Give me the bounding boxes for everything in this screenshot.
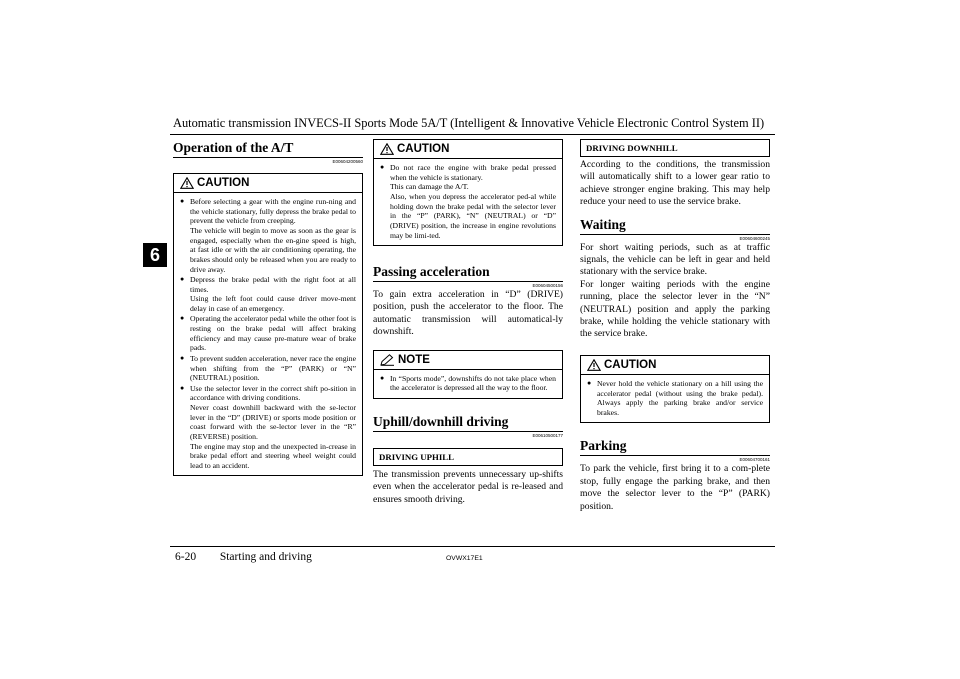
- bullet-item: [180, 314, 356, 353]
- passing-section: [373, 263, 563, 339]
- note-pencil-icon: [380, 354, 395, 366]
- bullet-text: In “Sports mode”, downshifts do not take place when the accelerator is depressed all the way to the floor.: [390, 373, 556, 393]
- warning-triangle-icon: [587, 359, 601, 371]
- caution-body: [581, 375, 769, 422]
- section-name: Starting and driving: [219, 551, 312, 563]
- bullet-icon: ●: [180, 353, 185, 362]
- bullet-item: [180, 354, 356, 383]
- bullet-icon: ●: [380, 163, 385, 171]
- page-number: 6-20: [175, 551, 197, 563]
- section-title-uphill: Uphill/downhill driving: [373, 413, 509, 429]
- bullet-item: [380, 163, 556, 240]
- footer-rule: [170, 546, 775, 547]
- warning-triangle-icon: [180, 177, 194, 189]
- downhill-text: According to the conditions, the transmission will automatically shift to a lower gear ratio to achieve stronger engine braking. This may help reduce your need to use the service brake.: [580, 159, 770, 208]
- caution-box: [580, 355, 770, 423]
- bullet-item: [180, 384, 356, 471]
- caution-body: [374, 159, 562, 245]
- section-code: E00604600245: [739, 235, 770, 241]
- bullet-text: Operating the accelerator pedal while the other foot is resting on the brake pedal will affect braking efficiency and may cause pre-mature wear of brake pads.: [190, 314, 356, 353]
- bullet-icon: ●: [380, 373, 385, 382]
- caution-label: CAUTION: [197, 177, 250, 189]
- bullet-text: Before selecting a gear with the engine run-ning and the vehicle stationary, fully depress the brake pedal to prevent the vehicle from creeping. The vehicle will begin to move as soon as the gear is engaged, especially when the en-gine speed is high, at fast idle or with the air conditioning operating, the brakes should only be released when you are ready to drive away.: [190, 197, 356, 274]
- bullet-item: [587, 379, 763, 418]
- bullet-item: [180, 275, 356, 314]
- bullet-icon: ●: [180, 314, 185, 323]
- middle-column: [373, 139, 563, 506]
- section-code: E00604500156: [532, 283, 563, 289]
- waiting-text: For short waiting periods, such as at traffic signals, the vehicle can be left in gear and held stationary with the service brake. For longer waiting periods with the engine running, place the selector lever in the “N” (NEUTRAL) position and apply the parking brake, while holding the vehicle stationary with the service brake.: [580, 241, 770, 340]
- passing-text: To gain extra acceleration in “D” (DRIVE) position, push the accelerator to the floor. The automatic transmission will automatical-ly downshift.: [373, 289, 563, 338]
- section-code: E00604700161: [739, 457, 770, 463]
- bullet-icon: ●: [587, 378, 592, 387]
- bullet-text: Do not race the engine with brake pedal pressed when the vehicle is stationary. This can damage the A/T. Also, when you depress the accelerator ped-al while holding down the brake pedal with the selector lever in the “P” (PARK), “N” (NEUTRAL) or “D” (DRIVE) position, the increase in engine revolutions may be limi-ted.: [390, 163, 556, 240]
- section-title-parking: Parking: [580, 438, 627, 454]
- note-header: [374, 351, 562, 370]
- section-rule: [373, 281, 563, 282]
- section-rule: [580, 455, 770, 456]
- section-rule: [373, 431, 563, 432]
- section-title-passing: Passing acceleration: [373, 264, 490, 280]
- caution-header: [581, 356, 769, 375]
- caution-box: [373, 139, 563, 246]
- section-code: E00610500177: [532, 432, 563, 438]
- header-title: Automatic transmission INVECS-II Sports Mode 5A/T (Intelligent & Innovative Vehicle Electronic Control System II): [173, 116, 765, 130]
- uphill-text: The transmission prevents unnecessary up-shifts even when the accelerator pedal is re-leased and ensures smooth driving.: [373, 468, 563, 505]
- section-title-operation: Operation of the A/T: [173, 140, 294, 155]
- parking-text: To park the vehicle, first bring it to a com-plete stop, fully engage the parking brake, and then move the selector lever to the “P” (PARK) position.: [580, 463, 770, 512]
- left-column: [173, 139, 363, 476]
- bullet-icon: ●: [180, 275, 185, 284]
- bullet-icon: ●: [180, 197, 185, 205]
- parking-section: [580, 437, 770, 513]
- bullet-icon: ●: [180, 383, 185, 392]
- caution-label: CAUTION: [397, 143, 450, 155]
- section-rule: [173, 157, 363, 158]
- right-column: [580, 139, 770, 513]
- warning-triangle-icon: [380, 143, 394, 155]
- bullet-text: Use the selector lever in the correct shift po-sition in accordance with driving conditions. Never coast downhill backward with the se-lector lever in the “D” (DRIVE) or sports mode position or coast forward with the se-lector lever in the “R” (REVERSE) position. The engine may stop and the unexpected in-crease in brake pedal effort and steering wheel weight could lead to an accident.: [190, 383, 356, 470]
- subhead-driving-uphill: DRIVING UPHILL: [373, 448, 563, 466]
- document-code: OVWX17E1: [446, 555, 483, 562]
- waiting-section: [580, 216, 770, 341]
- caution-header: [374, 140, 562, 159]
- header-rule: [170, 134, 775, 135]
- bullet-item: [380, 374, 556, 393]
- caution-box: [173, 173, 363, 476]
- chapter-tab: 6: [143, 243, 167, 267]
- caution-label: CAUTION: [604, 358, 657, 371]
- section-rule: [580, 234, 770, 235]
- bullet-text: Depress the brake pedal with the right foot at all times. Using the left foot could cause driver move-ment delay in case of an emergency.: [190, 275, 356, 314]
- footer-page-info: [175, 551, 312, 563]
- bullet-text: To prevent sudden acceleration, never race the engine when shifting from the “P” (PARK) or “N” (NEUTRAL) position.: [190, 353, 356, 383]
- bullet-text: Never hold the vehicle stationary on a hill using the accelerator pedal (without using the brake pedal). Always apply the parking brake and/or service brakes.: [597, 378, 763, 417]
- note-body: [374, 370, 562, 398]
- note-box: [373, 350, 563, 399]
- caution-body: [174, 193, 362, 475]
- section-title-waiting: Waiting: [580, 216, 626, 232]
- bullet-item: [180, 197, 356, 274]
- section-code: E00604200560: [332, 159, 363, 164]
- caution-header: [174, 174, 362, 193]
- subhead-driving-downhill: DRIVING DOWNHILL: [580, 139, 770, 157]
- uphill-section: [373, 413, 563, 506]
- note-label: NOTE: [398, 353, 430, 366]
